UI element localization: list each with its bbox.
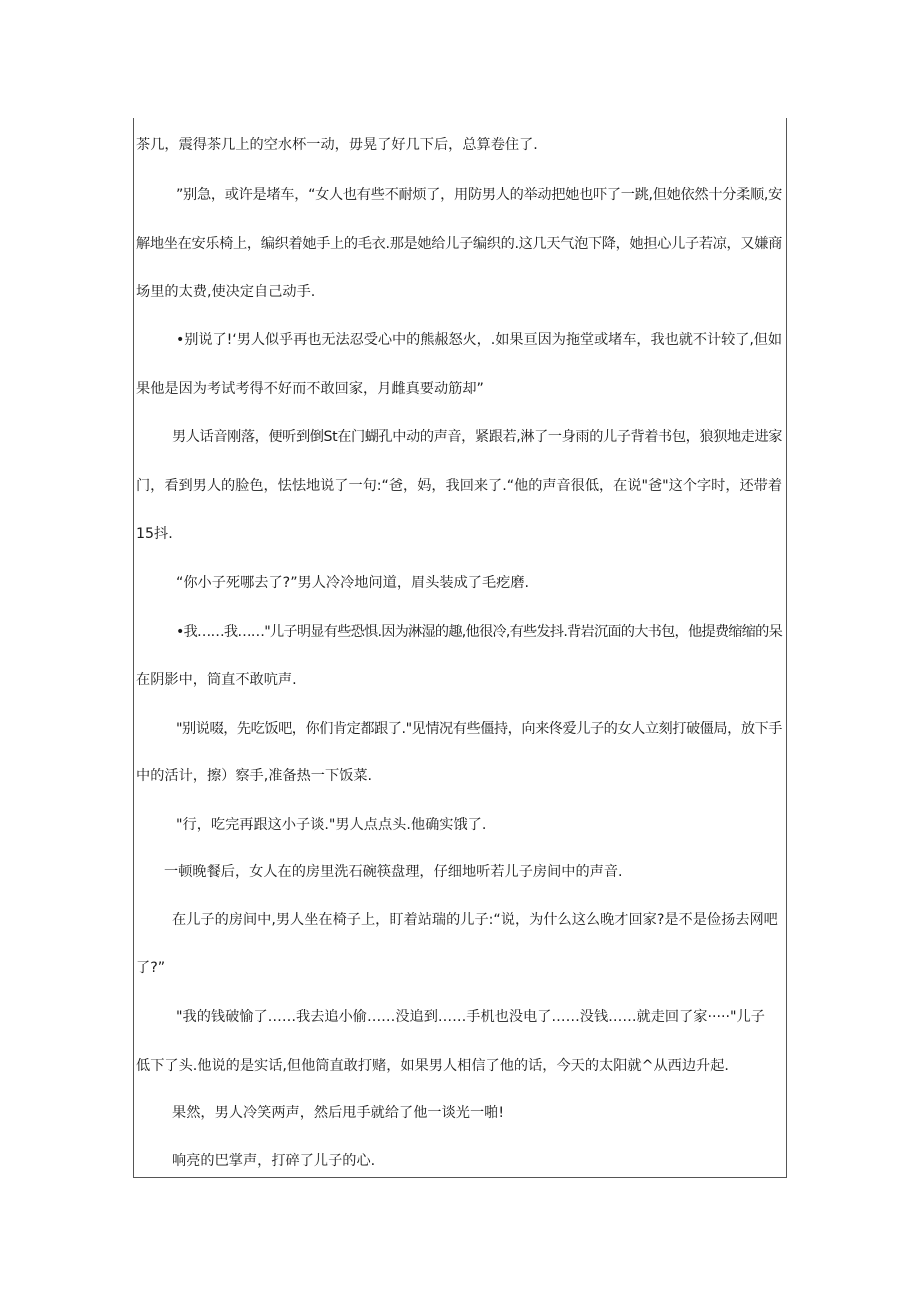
paragraph-line: 中的活计，擦）察手,准备热一下饭菜. — [136, 768, 373, 784]
paragraph-line: 茶几，震得茶几上的空水杯一动，毋晃了好几下后，总算卷住了. — [136, 137, 538, 153]
paragraph-2 — [136, 183, 782, 304]
paragraph-line: 15抖. — [136, 526, 173, 542]
paragraph-line: 低下了头.他说的是实话,但他筒直敢打赌，如果男人相信了他的话，今天的太阳就^从西边升起. — [136, 1058, 729, 1074]
paragraph-line: 响亮的巴掌声，打碎了儿子的心. — [172, 1153, 376, 1169]
paragraph-4 — [136, 425, 782, 546]
paragraph-13 — [136, 1149, 375, 1173]
paragraph-8 — [136, 813, 486, 837]
paragraph-5 — [136, 571, 529, 595]
paragraph-line: "我的钱破愉了……我去追小偷……没追到……手机也没电了……没钱……就走回了家·····"儿子 — [176, 1009, 765, 1025]
paragraph-line: 在儿子的房间中,男人坐在椅子上，盯着站瑞的儿子:“说，为什么这么晚才回家?是不是俭扬去网吧 — [172, 912, 778, 928]
paragraph-line: 一顿晚餐后，女人在的房里洗石碗筷盘理，仔细地听若儿子房间中的声音. — [164, 864, 623, 880]
paragraph-line: “你小子死哪去了?”男人冷冷地问道，眉头装成了毛疙磨. — [176, 575, 530, 591]
paragraph-9 — [136, 860, 623, 884]
paragraph-line: ”别急，或许是堵车，“女人也有些不耐烦了，用防男人的举动把她也吓了一跳,但她依然十分柔顺,安 — [176, 187, 782, 203]
paragraph-line: 解地坐在安乐椅上，编织着她手上的毛衣.那是她给儿子编织的.这几天气泡下降，她担心儿子若凉，又嫌商 — [136, 236, 782, 252]
paragraph-line: 了?” — [136, 960, 166, 976]
paragraph-line: •我……我……"儿子明显有些恐惧.因为淋湿的趣,他很冷,有些发抖.背岩沉面的大书包，他提费缩缩的呆 — [176, 624, 782, 640]
paragraph-line: 果然，男人冷笑两声，然后甩手就给了他一谈光一啪! — [172, 1105, 505, 1121]
paragraph-line: •别说了!‘男人似乎再也无法忍受心中的熊赧怒火，.如果亘因为拖堂或堵车，我也就不计较了,但如 — [176, 332, 782, 348]
paragraph-line: 场里的太费,使决定自己动手. — [136, 284, 316, 300]
paragraph-line: "行，吃完再跟这小子谈."男人点点头.他确实饿了. — [176, 817, 487, 833]
paragraph-line: 门，看到男人的脸色，怯怯地说了一句:“爸，妈，我回来了.“他的声音很低，在说"爸"这个字时，还带着 — [136, 478, 782, 494]
paragraph-line: 男人话音刚落，便听到倒St在门蝴孔中动的声音，紧跟若,淋了一身雨的儿子背着书包，狼狈地走进家 — [172, 429, 782, 445]
paragraph-7 — [136, 717, 782, 788]
paragraph-1 — [136, 133, 538, 157]
paragraph-10 — [136, 908, 778, 980]
paragraph-6 — [136, 620, 782, 692]
paragraph-12 — [136, 1101, 504, 1125]
paragraph-line: 果他是因为考试考得不好而不敢回家，月雌真要动筋却” — [136, 381, 484, 397]
paragraph-line: 在阴影中，筒直不敢吭声. — [136, 672, 297, 688]
paragraph-11 — [136, 1005, 765, 1078]
paragraph-3 — [136, 328, 782, 401]
paragraph-line: "别说啜，先吃饭吧，你们肯定都跟了."见情况有些僵持，向来佟爱儿子的女人立刻打破僵局，放下手 — [176, 721, 782, 737]
